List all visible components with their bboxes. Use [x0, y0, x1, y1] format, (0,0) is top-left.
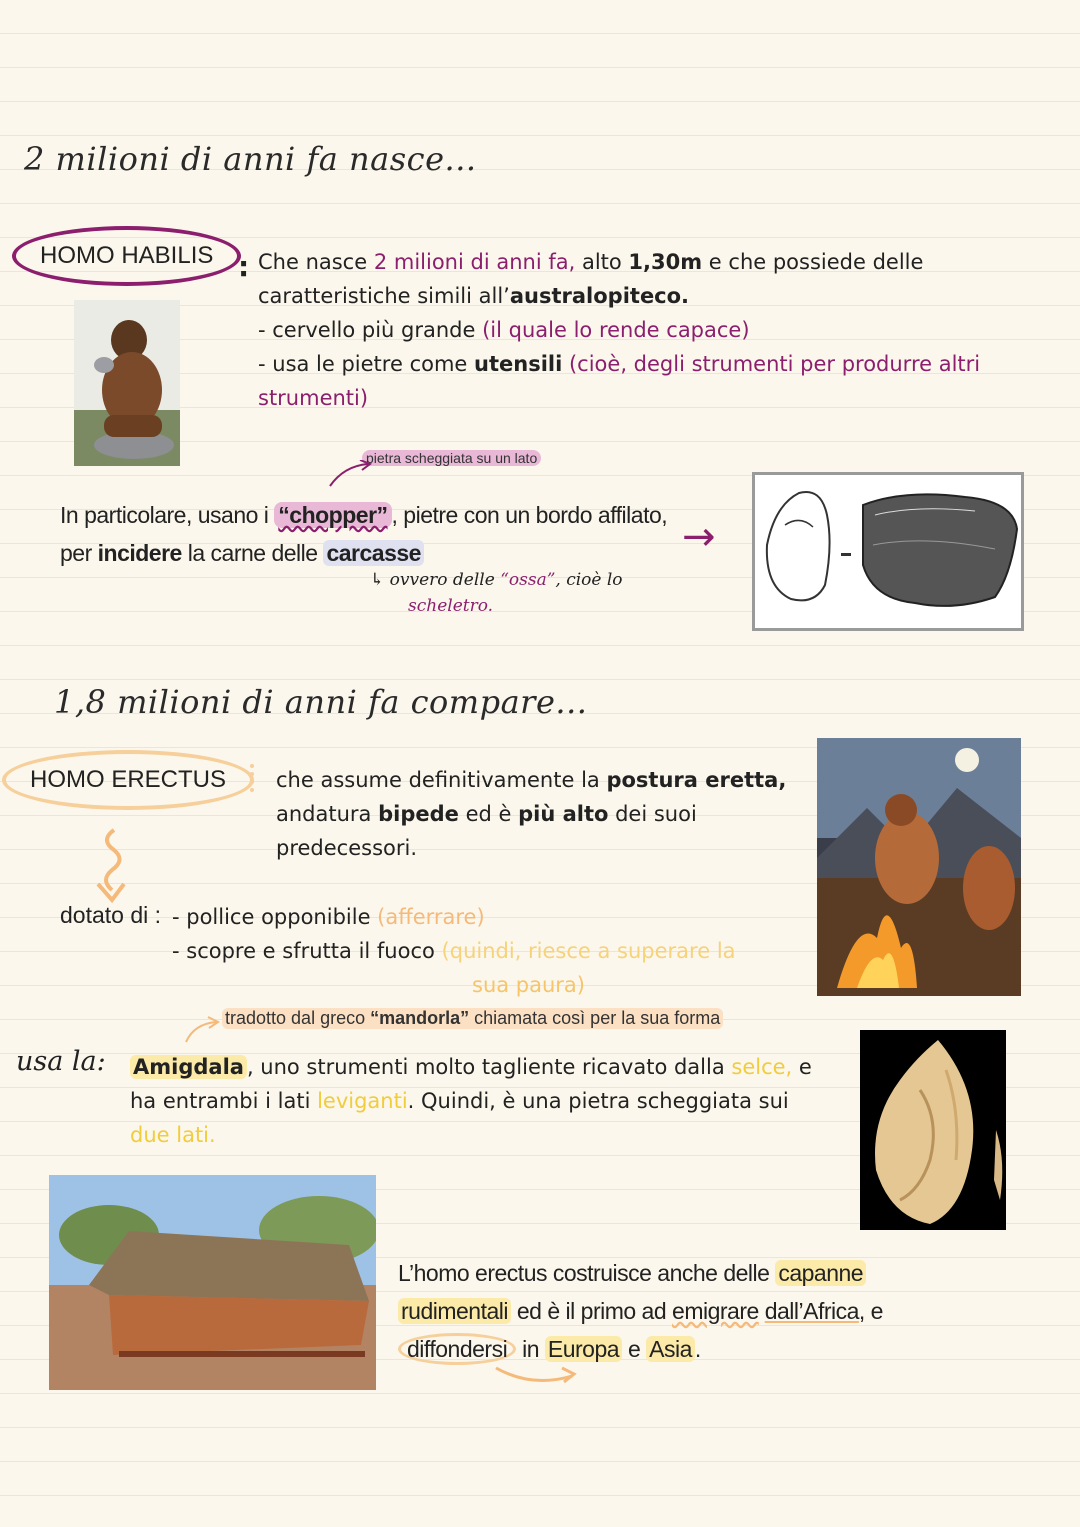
- hut-image: [49, 1175, 376, 1390]
- heading-habilis: 2 milioni di anni fa nasce...: [24, 140, 477, 178]
- squiggle-arrow-icon: [92, 828, 132, 904]
- chopper-text: In particolare, usano i “chopper” , pietre con un bordo affilato, per incidere la carne delle carcasse: [60, 502, 668, 566]
- homo-erectus-image: [817, 738, 1021, 996]
- curve-arrow-icon: [492, 1362, 582, 1388]
- note-arrow-icon: [326, 460, 376, 490]
- heading-erectus: 1,8 milioni di anni fa compare...: [54, 683, 588, 721]
- usa-la-label: usa la:: [16, 1046, 106, 1077]
- chopper-subnote: ↳ ovvero delle “ossa”, cioè lo scheletro.: [370, 570, 623, 616]
- erectus-features: - pollice opponibile (afferrare) - scopre e sfrutta il fuoco (quindi, riesce a superare la sua paura): [172, 905, 736, 997]
- dotato-label: dotato di :: [60, 902, 162, 928]
- chopper-note: pietra scheggiata su un lato: [362, 450, 541, 466]
- amigdala-image: [860, 1030, 1006, 1230]
- amigdala-note-arrow-icon: [180, 1016, 224, 1046]
- habilis-text: Che nasce 2 milioni di anni fa, alto 1,30m e che possiede delle caratteristiche simili all’australopiteco. - cervello più grande (il quale lo rende capace) - usa le pietre come utensili (cioè, degli strumenti per produrre altri strumenti): [258, 250, 981, 410]
- amigdala-note: tradotto dal greco “mandorla” chiamata così per la sua forma: [222, 1008, 723, 1029]
- colon-marker-erectus: [250, 764, 260, 792]
- capanne-text: L’homo erectus costruisce anche delle capanne rudimentali ed è il primo ad emigrare dall’Africa, e diffondersi in Europa e Asia .: [398, 1254, 883, 1368]
- amigdala-text: Amigdala , uno strumenti molto tagliente ricavato dalla selce, e ha entrambi i lati leviganti. Quindi, è una pietra scheggiata sui due lati.: [130, 1055, 812, 1147]
- label-homo-erectus: HOMO ERECTUS: [2, 750, 254, 810]
- chopper-drawing: [752, 472, 1024, 631]
- arrow-right-icon: →: [682, 514, 716, 560]
- homo-habilis-image: [74, 300, 180, 466]
- colon-marker: :: [238, 250, 250, 283]
- erectus-text: che assume definitivamente la postura eretta, andatura bipede ed è più alto dei suoi predecessori.: [276, 768, 787, 860]
- label-homo-habilis: HOMO HABILIS: [12, 226, 241, 286]
